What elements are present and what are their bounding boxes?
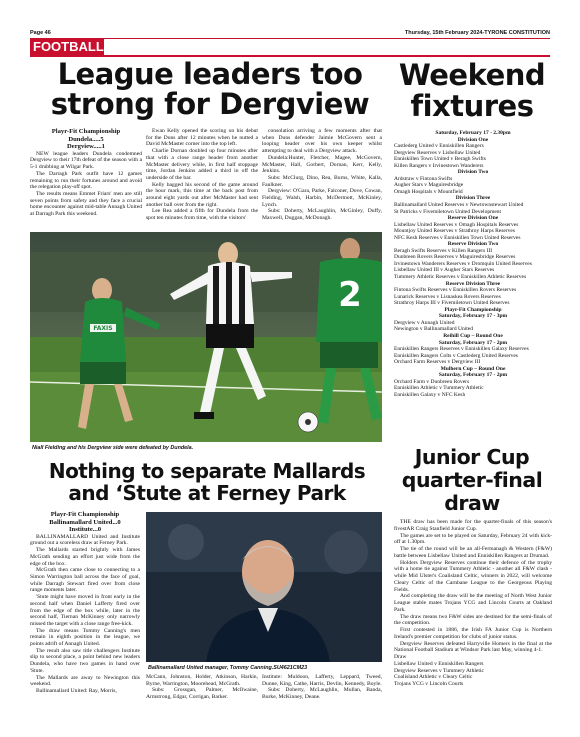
paragraph: McGrath then came close to connecting to a Simon Warrington ball across the face of goal, while Darragh Stewart fired over from close range moments later. — [30, 567, 140, 594]
story2-headline-line1: Nothing to separate Mallards — [48, 459, 366, 483]
story1-headline-line1: League leaders too — [57, 57, 363, 91]
fixtures-subheading: Saturday, February 17 - 2pm — [438, 339, 508, 346]
paragraph: The draw means two F&W sides are destined for the semi-finals of the competition. — [394, 613, 552, 627]
issue-date: Thursday, 15th February 2024-TYRONE CONSTITUTION — [404, 30, 550, 36]
draw-fixture: Trojans YCG v Lincoln Courts — [394, 681, 464, 687]
kicker-line: Dundela.....5 — [68, 135, 104, 143]
paragraph: The draw means Tommy Canning's men remain in eighth position in the league, we points adrift of Annagh United. — [30, 627, 140, 648]
fixture-line: Enniskillen Town United v Beragh Swifts — [394, 156, 486, 163]
fixtures-subheading: Reihill Cup – Round One — [443, 332, 503, 339]
paragraph: Ewan Kelly opened the scoring on his debut for the Duns after 12 minutes when he nutted a David McMaster corner into the top left. — [146, 128, 258, 148]
header-rule — [30, 38, 550, 39]
section-label: FOOTBALL — [30, 39, 104, 55]
fixtures-subheading: Reserve Division One — [447, 215, 499, 222]
draw-label: Draw — [394, 654, 407, 660]
story1-kicker — [30, 128, 142, 151]
junior-cup-heading-line3: draw — [444, 491, 500, 515]
fixtures-subheading: Division Three — [455, 195, 491, 202]
fixtures-subheading: Saturday, February 17 - 2.30pm — [435, 130, 511, 136]
junior-cup-heading-line2: quarter-final — [401, 468, 543, 492]
fixture-line: Tummery Athletic Reserves v Enniskillen Athletic Reserves — [394, 274, 527, 281]
draw-fixture: Coalisland Athletic v Cleary Celtic — [394, 674, 473, 681]
kicker-line: Playr-Fit Championship — [51, 128, 121, 135]
fixture-line: Orchard Farm v Dunbreen Rovers — [394, 378, 470, 385]
fixtures-subheading: Saturday, February 17 - 2pm — [438, 372, 508, 379]
paragraph: Dergview: O'Gara, Parke, Falconer, Dove, Cowan, Fielding, Walsh, Harbin, McDermott, McKinley, Lynch. — [262, 188, 382, 208]
fixtures-heading-line2: fixtures — [410, 89, 534, 123]
story2-kicker — [30, 511, 140, 534]
story2-headline-line2: and ‘Stute at Ferney Park — [68, 481, 346, 505]
junior-cup-body — [394, 519, 552, 688]
paragraph: 'Stute might have moved in front early in the second half when Daniel Lafferty fired over from the edge of the box while, later in the second half, Tiernan McKinney only narrowly missed the target with a close range free-kick. — [30, 594, 140, 627]
fixture-line: Enniskillen Rangers Colts v Castlederg United Reserves — [394, 352, 518, 359]
fixture-line: Enniskillen Galaxy v NFC Kesh — [394, 391, 466, 398]
fixture-line: Enniskillen Athletic v Tummery Athletic — [394, 385, 484, 392]
paragraph: First contested in 1886, the Irish FA Junior Cup is Northern Ireland's premier competition for clubs of junior status. — [394, 627, 552, 640]
fixture-line: Killen Rangers v Irvinestown Wanderers — [394, 162, 484, 169]
fixture-line: NFC Kesh Reserves v Enniskillen Town United Reserves — [394, 234, 521, 241]
story2-col3 — [262, 674, 382, 701]
fixture-line: Castlederg United v Enniskillen Rangers — [394, 143, 484, 150]
kicker-line: Dergview.....1 — [67, 143, 105, 151]
paragraph: The Darragh Park outfit have 12 games remaining to run their fortunes around and avoid the relegation play-off spot. — [30, 170, 142, 191]
paragraph: The results means Emmet Friars' men are still seven points from safety and they face a crucial home encounter against mid-table Annagh United at Darragh Park this weekend. — [30, 191, 142, 218]
fixtures-subheading: Saturday, February 17 - 3pm — [438, 313, 508, 320]
paragraph: Subs: Grossgan, Palmer, McIlwaine, Armstrong, Edgar, Corrigan, Barker. — [146, 687, 258, 701]
fixture-line: Dunbreen Rovers Reserves v Maguiresbridge Reserves — [394, 254, 516, 261]
fixture-line: Omagh Hospitals v Mountfield — [394, 188, 463, 195]
paragraph: Subs: McClurg, Dino, Rea, Burns, White, Kalla, Faulkner. — [262, 174, 382, 188]
story1-col1 — [30, 128, 142, 218]
paragraph: The games are set to be played on Saturday, February 24 with kick-off at 1.30pm. — [394, 532, 552, 546]
fixture-line: Lisbellaw United III v Augher Stars Reserves — [394, 267, 495, 274]
paragraph: Subs: Doherty, McLaughlin, McGinley, Duffy, Maxwell, Duggan, McDonagh. — [262, 208, 382, 222]
paragraph: The Mallards started brightly with James McGrath sending an effort just wide from the edge of the box. — [30, 547, 140, 567]
fixtures-subheading: Reserve Division Three — [445, 280, 501, 287]
match-photo-illustration — [30, 232, 382, 442]
paragraph: The result also saw title challengers Institute slip to second place, a point behind new leaders Dundela, who have two games in hand over 'Stute. — [30, 647, 140, 674]
fixtures-heading-line1: Weekend — [398, 58, 546, 92]
fixture-line: Enniskillen Rangers Reserves v Enniskillen Galaxy Reserves — [394, 346, 529, 353]
paragraph: Dundela:Hunter, Fletcher, Magee, McGovern, McMaster, Hall, Gorbert, Dornan, Kerr, Kelly, Jenkins. — [262, 154, 382, 175]
fixture-line: Lunarick Reserves v Lisnaskea Rovers Reserves — [394, 293, 501, 300]
paragraph: NEW league leaders Dundela condemned Dergview to their 17th defeat of the season with a 5-1 drubbing at Wilgar Park. — [30, 150, 142, 171]
paragraph: Subs: Doherty, McLaughlin, Mullan, Banda, Burke, McKinney, Deane. — [262, 687, 382, 701]
match-photo — [30, 232, 382, 442]
paragraph: Kelly bagged his second of the game around the hour mark, this time at the back post from around eight yards out after McMaster had sent another ball over from the right. — [146, 181, 258, 208]
fixture-line: Lisbellaw United Reserves v Omagh Hospitals Reserves — [394, 221, 519, 228]
paragraph: McCann, Johnston, Holder, Atkinson, Harkin, Byrne, Warrington, Moorehead, McGrath. — [146, 674, 258, 687]
manager-photo — [146, 512, 382, 662]
fixture-line: Dergview Reserves v Lisbellaw United — [394, 149, 481, 156]
paragraph: The tie of the round will be an all-Fermanagh & Western (F&W) battle between Lisbellaw United and Enniskillen Rangers at Drumad. — [394, 546, 552, 559]
photo1-caption: Niall Fielding and his Dergview side were defeated by Dundela. — [32, 445, 194, 451]
fixture-line: Augher Stars v Maguiresbridge — [394, 182, 464, 189]
fixture-line: St Patricks v Fivemiletown United Development — [394, 208, 502, 215]
fixtures-subheading: Division Two — [457, 169, 489, 176]
shirt-number: 2 — [338, 275, 362, 315]
junior-cup-heading — [392, 446, 552, 515]
fixture-line: Newington v Ballinamallard United — [394, 326, 473, 333]
story1-col2 — [146, 128, 258, 222]
paragraph: Ballinamallard United: Ray, Morris, — [36, 687, 117, 694]
paragraph: consolation arriving a few moments after that when Duns defender Jaimie McGovern sent a looping header over his own keeper whilst attempting to deal with a Dergview attack. — [262, 128, 382, 155]
paragraph: Institute: Muldoon, Lafferty, Leppard, Tweed, Dunne, King, Cathe, Harris, Devlin, Kennedy, Boyle. — [262, 674, 382, 687]
fixture-line: Fintona Swifts Reserves v Enniskillen Rovers Reserves — [394, 287, 517, 294]
story1-col3 — [262, 128, 382, 222]
paragraph: Charlie Dornan doubled up four minutes after that with a close range header from another McMaster delivery while, in first half stoppage time, Jordan Jenkins added a third in off the underside of the bar. — [146, 148, 258, 181]
photo2-caption: Ballinamallard United manager, Tommy Canning.SU4621CM23 — [148, 665, 308, 671]
fixtures-subheading: Mulhern Cup – Round One — [440, 365, 506, 372]
story1-headline-line2: strong for Dergview — [50, 87, 370, 121]
page-number: Page 46 — [30, 30, 51, 36]
shirt-sponsor: FAXIS — [93, 325, 113, 332]
paragraph: And completing the draw will be the meeting of North West Junior League stable mates Trojans YCG and Lincoln Courts at Oakland Park. — [394, 593, 552, 613]
fixture-line: Orchard Farm Reserves v Dergview III — [394, 359, 481, 366]
draw-fixture: Lisbellaw United v Enniskillen Rangers — [394, 660, 484, 667]
paragraph: THE draw has been made for the quarter-finals of this season's fivestAR Craig Stanfield Junior Cup. — [394, 519, 552, 532]
story2-col2 — [146, 674, 258, 701]
fixture-line: Strathroy Harps III v Fivemiletown United Reserves — [394, 300, 510, 307]
paragraph: Holders Dergview Reserves continue their defence of the trophy with a home tie against Tummery Athletic - another all F&W clash - while Mid Ulster's Coalisland Celtic, winners in 2022, will welcome Cleary Celtic of the Carnbane League to the Georgeous Playing Fields. — [394, 559, 552, 593]
fixtures-subheading: Reserve Division Two — [447, 241, 499, 248]
manager-photo-illustration — [146, 512, 382, 662]
paragraph: The Mallards are away to Newington this weekend. — [30, 674, 140, 688]
fixtures-subheading: Division One — [457, 136, 489, 143]
kicker-line: Ballinamallard United...0 — [49, 518, 121, 526]
fixture-line: Mountjoy United Reserves v Strathroy Harps Reserves — [394, 228, 515, 235]
story2-headline — [32, 460, 382, 504]
fixture-line: Irvinestown Wanderers Reserves v Dromquin United Reserves — [394, 260, 532, 267]
paragraph: Dergview Reserves defeated Harryville Homers in the final at the National Football Stadium at Windsor Park last May, winning 4-1. — [394, 640, 552, 654]
fixture-line: Dergview v Annagh United — [394, 319, 455, 326]
fixture-line: Beragh Swifts Reserves v Killen Rangers III — [394, 247, 493, 254]
paragraph: BALLINAMALLARD United and Institute ground out a scoreless draw at Ferney Park. — [30, 533, 140, 547]
junior-cup-heading-line1: Junior Cup — [414, 445, 530, 469]
kicker-line: Institute...0 — [68, 526, 102, 534]
fixture-line: Ardstraw v Fintona Swifts — [394, 175, 453, 182]
draw-fixture: Dergview Reserves v Tummery Athletic — [394, 667, 485, 674]
story2-col1 — [30, 511, 140, 695]
story1-headline — [40, 59, 380, 119]
fixtures-heading — [392, 60, 552, 122]
fixtures-list — [394, 130, 552, 398]
fixture-line: Ballinamallard United Reserves v Newtownstewart United — [394, 202, 524, 209]
paragraph: Lee Rea added a fifth for Dundela from the spot ten minutes from time, with the visitors' — [146, 208, 258, 222]
fixtures-subheading: Playr-Fit Championship — [444, 306, 502, 313]
kicker-line: Playr-Fit Championship — [50, 511, 120, 518]
